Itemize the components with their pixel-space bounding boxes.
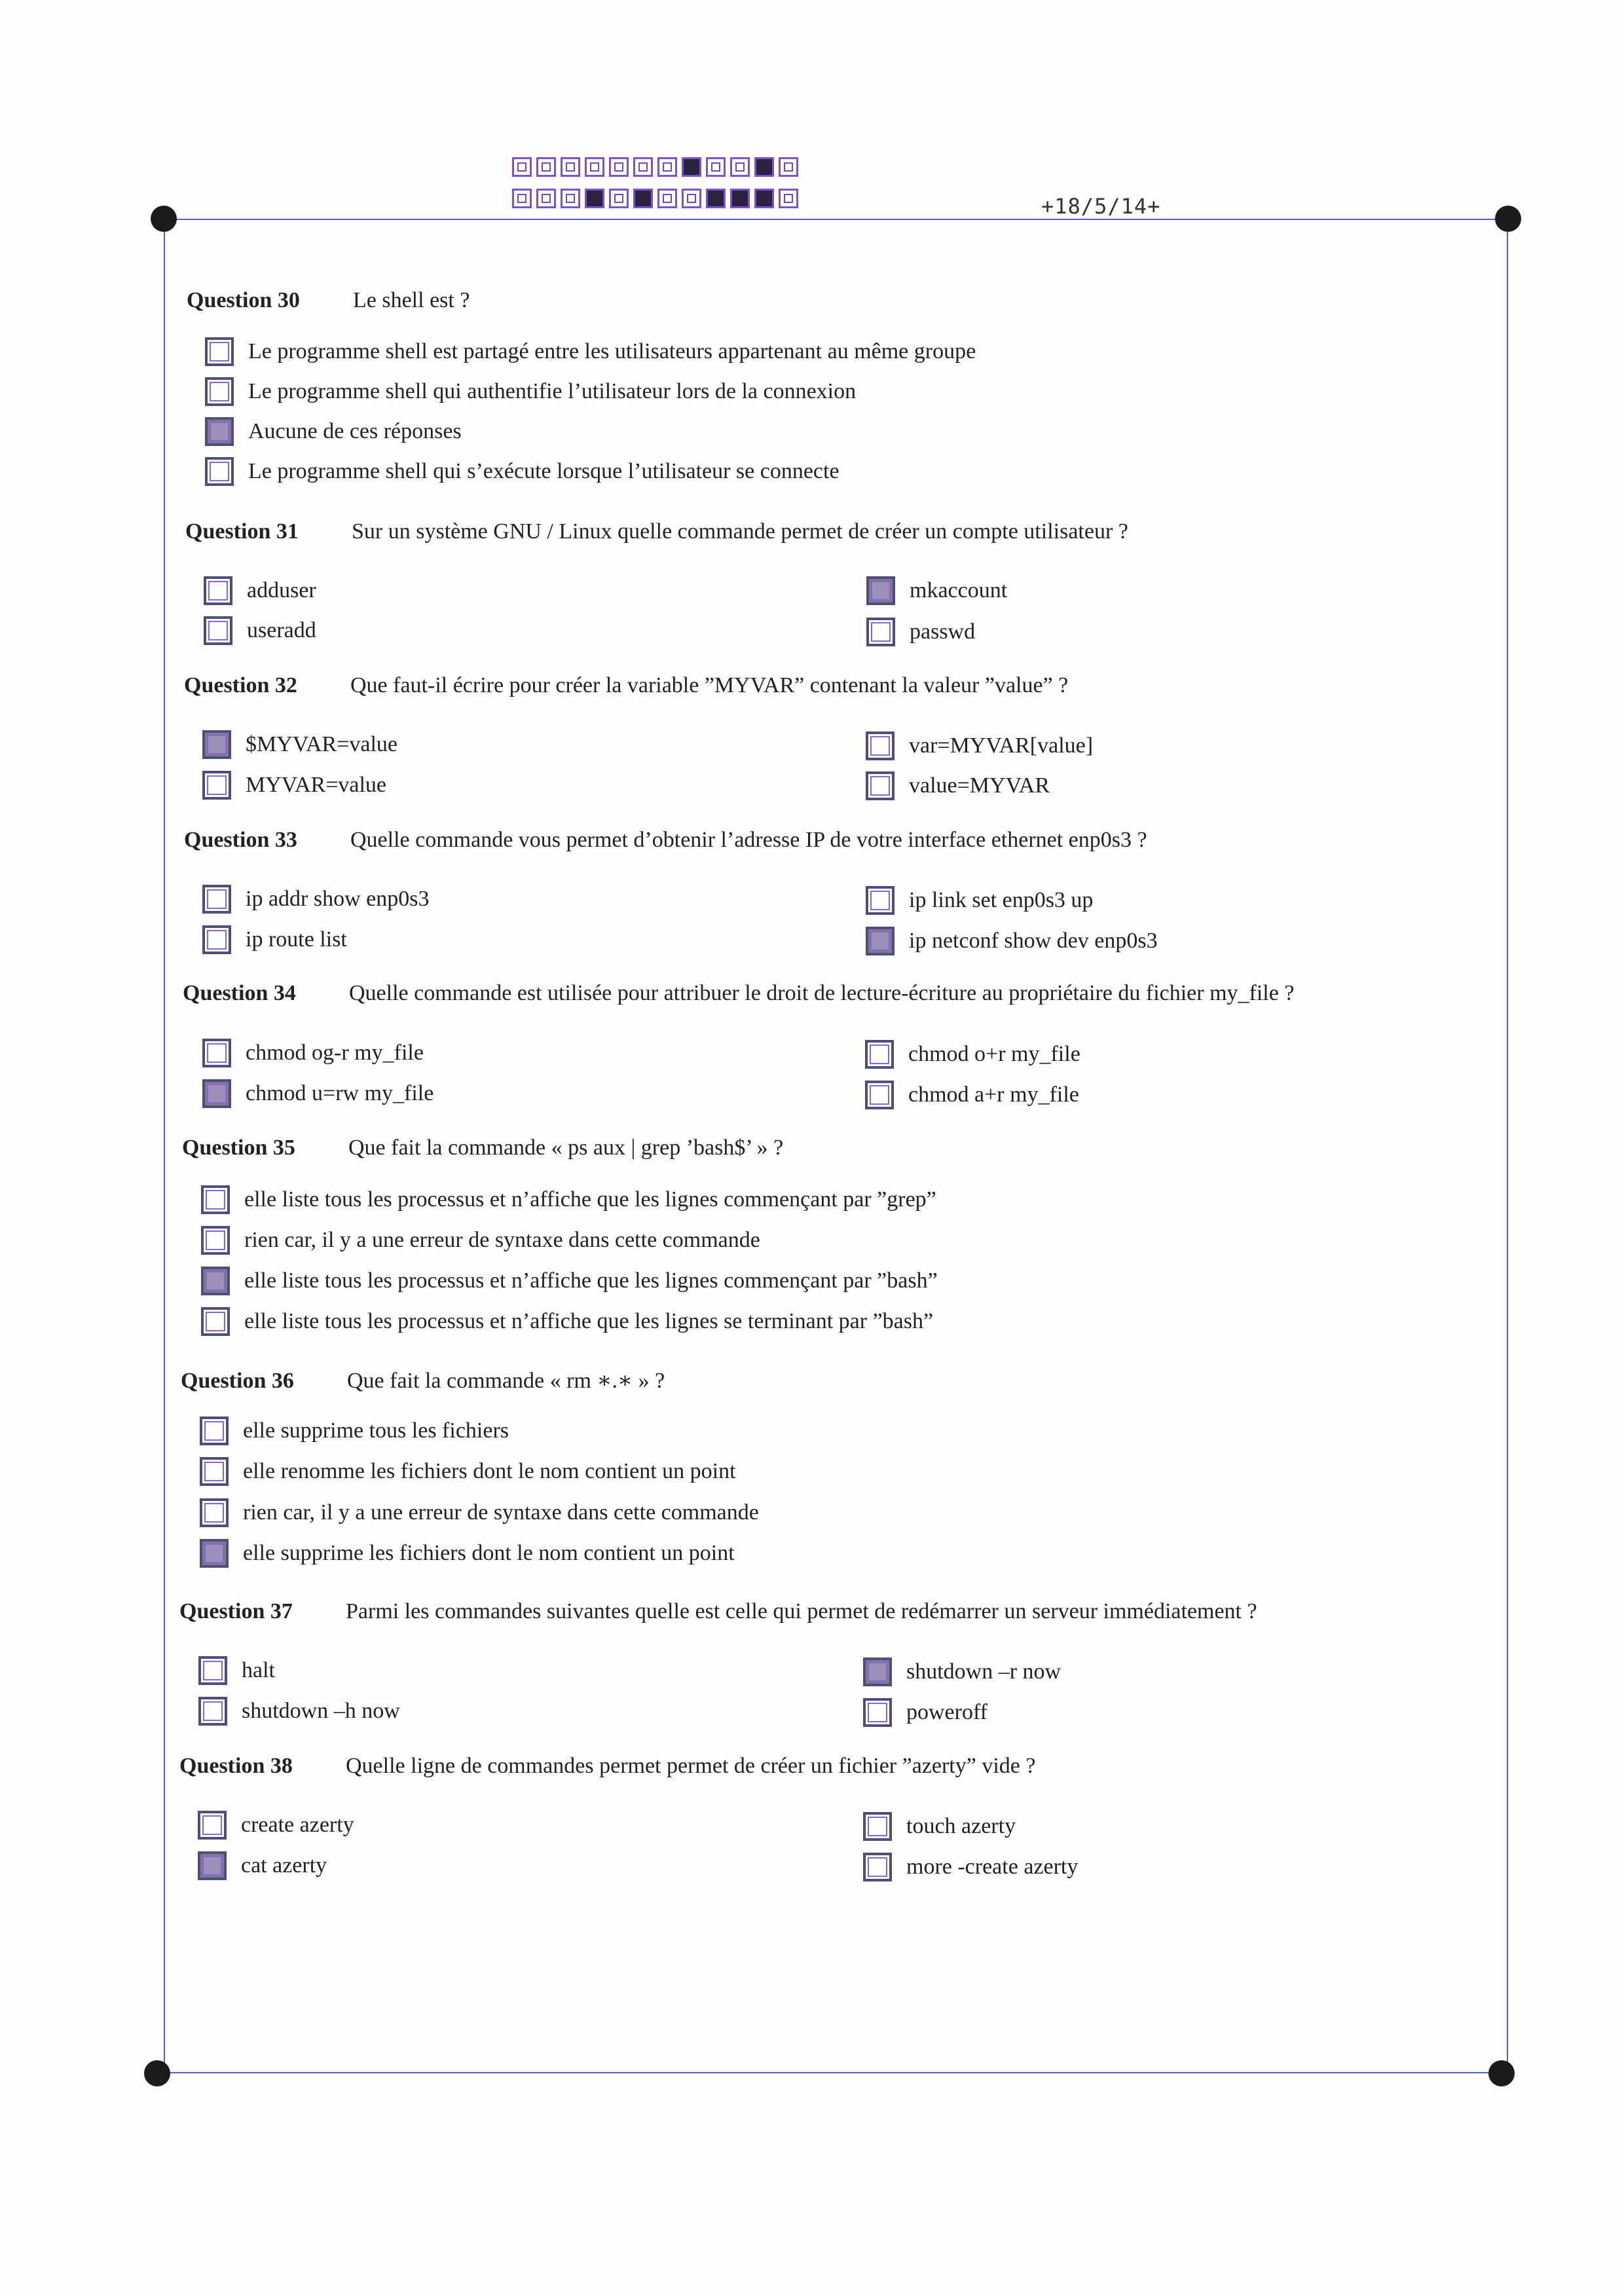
id-grid-cell [706, 157, 726, 177]
checkbox[interactable] [200, 1539, 229, 1568]
checkbox[interactable] [200, 1498, 229, 1527]
id-grid-cell [561, 157, 580, 177]
checkbox[interactable] [200, 1457, 229, 1486]
question-30-header [187, 288, 470, 313]
question-number: Question 33 [184, 828, 297, 852]
id-grid-cell [585, 189, 604, 208]
option-label: mkaccount [910, 578, 1008, 602]
q35-option-2[interactable] [201, 1226, 760, 1255]
question-number: Question 38 [179, 1754, 293, 1778]
option-label: shutdown –r now [906, 1659, 1061, 1684]
student-id-grid-row-2 [512, 189, 803, 212]
id-grid-cell [657, 157, 677, 177]
option-label: elle liste tous les processus et n’affiche que les lignes commençant par ”bash” [244, 1268, 938, 1293]
q33-option-1[interactable] [202, 885, 429, 914]
question-number: Question 32 [184, 673, 297, 697]
q31-option-1[interactable] [204, 576, 316, 605]
question-35-header [182, 1136, 783, 1160]
checkbox[interactable] [201, 1267, 230, 1295]
option-label: cat azerty [241, 1853, 327, 1878]
option-label: adduser [247, 578, 316, 602]
q30-option-2[interactable] [205, 377, 856, 406]
q34-option-2[interactable] [202, 1079, 434, 1108]
option-label: $MYVAR=value [246, 732, 397, 756]
question-text: Le shell est ? [353, 288, 470, 312]
option-label: chmod u=rw my_file [246, 1081, 434, 1105]
option-label: chmod a+r my_file [908, 1083, 1079, 1107]
option-label: elle liste tous les processus et n’affiche que les lignes se terminant par ”bash” [244, 1309, 934, 1333]
id-grid-cell [536, 157, 556, 177]
option-label: value=MYVAR [909, 773, 1050, 798]
option-label: touch azerty [906, 1814, 1016, 1838]
q34-option-1[interactable] [202, 1039, 424, 1067]
option-label: elle supprime les fichiers dont le nom contient un point [243, 1541, 735, 1565]
checkbox[interactable] [201, 1185, 230, 1214]
q37-option-4[interactable] [863, 1698, 987, 1727]
question-37-header [179, 1599, 1257, 1624]
id-grid-cell [657, 189, 677, 208]
option-label: rien car, il y a une erreur de syntaxe dans cette commande [244, 1228, 760, 1252]
checkbox[interactable] [198, 1851, 227, 1880]
checkbox[interactable] [202, 1079, 231, 1108]
checkbox[interactable] [866, 771, 895, 800]
id-grid-cell [730, 157, 750, 177]
option-label: more -create azerty [906, 1855, 1079, 1879]
option-label: Aucune de ces réponses [248, 419, 462, 443]
q33-option-4[interactable] [866, 927, 1158, 955]
id-grid-cell [633, 189, 653, 208]
checkbox[interactable] [865, 1081, 894, 1109]
id-grid-cell [561, 189, 580, 208]
q36-option-4[interactable] [200, 1539, 735, 1568]
id-grid-cell [609, 189, 629, 208]
checkbox[interactable] [204, 616, 232, 645]
q31-option-2[interactable] [204, 616, 316, 645]
question-number: Question 34 [183, 981, 296, 1005]
question-number: Question 35 [182, 1136, 295, 1160]
option-label: ip netconf show dev enp0s3 [909, 929, 1158, 953]
q36-option-3[interactable] [200, 1498, 759, 1527]
checkbox[interactable] [866, 886, 895, 915]
id-grid-cell [536, 189, 556, 208]
question-text: Que fait la commande « rm ∗.∗ » ? [347, 1369, 665, 1393]
q35-option-3[interactable] [201, 1267, 938, 1295]
id-grid-cell [512, 189, 532, 208]
question-36-header [181, 1367, 665, 1394]
checkbox[interactable] [202, 1039, 231, 1067]
q35-option-4[interactable] [201, 1307, 933, 1336]
id-grid-cell [682, 157, 701, 177]
option-label: poweroff [906, 1700, 987, 1724]
option-label: elle liste tous les processus et n’affiche que les lignes commençant par ”grep” [244, 1187, 936, 1212]
question-number: Question 30 [187, 288, 300, 312]
corner-marker-top-left [151, 206, 177, 232]
option-label: ip route list [246, 927, 347, 952]
question-text: Parmi les commandes suivantes quelle est celle qui permet de redémarrer un serveur immédiatement ? [346, 1599, 1257, 1623]
option-label: chmod o+r my_file [908, 1042, 1080, 1066]
checkbox[interactable] [200, 1416, 229, 1445]
id-grid-cell [585, 157, 604, 177]
q38-option-4[interactable] [863, 1853, 1078, 1881]
option-label: Le programme shell est partagé entre les utilisateurs appartenant au même groupe [248, 339, 976, 363]
q36-option-1[interactable] [200, 1416, 509, 1445]
option-label: Le programme shell qui s’exécute lorsque l’utilisateur se connecte [248, 459, 840, 483]
option-label: elle renomme les fichiers dont le nom contient un point [243, 1459, 736, 1483]
id-grid-cell [754, 189, 774, 208]
option-label: ip addr show enp0s3 [246, 887, 430, 911]
checkbox[interactable] [198, 1656, 227, 1685]
corner-marker-bottom-left [144, 2060, 170, 2086]
q31-option-4[interactable] [866, 618, 975, 646]
checkbox[interactable] [863, 1698, 892, 1727]
q37-option-1[interactable] [198, 1656, 275, 1685]
question-31-header [185, 519, 1128, 544]
option-label: elle supprime tous les fichiers [243, 1418, 509, 1443]
option-label: useradd [247, 618, 316, 642]
checkbox[interactable] [202, 730, 231, 759]
question-number: Question 36 [181, 1369, 294, 1393]
q37-option-2[interactable] [198, 1697, 400, 1726]
checkbox[interactable] [866, 618, 895, 646]
q30-option-1[interactable] [205, 337, 976, 366]
option-label: ip link set enp0s3 up [909, 888, 1094, 912]
question-text: Que faut-il écrire pour créer la variable ”MYVAR” contenant la valeur ”value” ? [350, 673, 1069, 697]
question-38-header [179, 1754, 1035, 1779]
id-grid-cell [512, 157, 532, 177]
id-grid-cell [754, 157, 774, 177]
checkbox[interactable] [863, 1812, 892, 1841]
checkbox[interactable] [863, 1853, 892, 1881]
checkbox[interactable] [201, 1307, 230, 1336]
q38-option-2[interactable] [198, 1851, 327, 1880]
checkbox[interactable] [198, 1697, 227, 1726]
checkbox[interactable] [866, 576, 895, 605]
q34-option-4[interactable] [865, 1081, 1079, 1109]
option-label: create azerty [241, 1813, 354, 1837]
option-label: passwd [910, 620, 976, 644]
q32-option-2[interactable] [202, 771, 386, 800]
checkbox[interactable] [205, 457, 234, 486]
question-32-header [184, 673, 1068, 698]
option-label: var=MYVAR[value] [909, 733, 1094, 758]
q32-option-3[interactable] [866, 731, 1093, 760]
q33-option-2[interactable] [202, 925, 347, 954]
checkbox[interactable] [863, 1657, 892, 1686]
q32-option-4[interactable] [866, 771, 1050, 800]
checkbox[interactable] [866, 927, 895, 955]
checkbox[interactable] [202, 885, 231, 914]
option-label: chmod og-r my_file [246, 1041, 424, 1065]
q35-option-1[interactable] [201, 1185, 936, 1214]
id-grid-cell [633, 157, 653, 177]
checkbox[interactable] [202, 771, 231, 800]
option-label: MYVAR=value [246, 773, 386, 797]
question-text: Que fait la commande « ps aux | grep ’bash$’ » ? [348, 1136, 784, 1160]
q34-option-3[interactable] [865, 1040, 1080, 1069]
id-grid-cell [706, 189, 726, 208]
corner-marker-bottom-right [1488, 2060, 1515, 2086]
q31-option-3[interactable] [866, 576, 1007, 605]
q38-option-3[interactable] [863, 1812, 1016, 1841]
question-34-header [183, 981, 1294, 1006]
page-code: +18/5/14+ [1041, 194, 1161, 219]
id-grid-cell [730, 189, 750, 208]
option-label: Le programme shell qui authentifie l’utilisateur lors de la connexion [248, 379, 857, 403]
q30-option-3[interactable] [205, 417, 462, 446]
id-grid-cell [609, 157, 629, 177]
checkbox[interactable] [205, 417, 234, 446]
checkbox[interactable] [198, 1811, 227, 1840]
question-text: Quelle commande vous permet d’obtenir l’adresse IP de votre interface ethernet enp0s3 ? [350, 828, 1147, 852]
checkbox[interactable] [205, 337, 234, 366]
checkbox[interactable] [205, 377, 234, 406]
q33-option-3[interactable] [866, 886, 1093, 915]
option-label: shutdown –h now [242, 1699, 400, 1723]
checkbox[interactable] [202, 925, 231, 954]
q32-option-1[interactable] [202, 730, 397, 759]
question-text: Quelle commande est utilisée pour attribuer le droit de lecture-écriture au propriétaire du fichier my_file ? [349, 981, 1295, 1005]
checkbox[interactable] [204, 576, 232, 605]
checkbox[interactable] [865, 1040, 894, 1069]
q38-option-1[interactable] [198, 1811, 354, 1840]
q36-option-2[interactable] [200, 1457, 736, 1486]
question-number: Question 37 [179, 1599, 293, 1623]
id-grid-cell [779, 157, 798, 177]
question-number: Question 31 [185, 519, 299, 544]
corner-marker-top-right [1495, 206, 1521, 232]
question-33-header [184, 828, 1147, 853]
question-text: Quelle ligne de commandes permet permet de créer un fichier ”azerty” vide ? [346, 1754, 1036, 1778]
id-grid-cell [779, 189, 798, 208]
checkbox[interactable] [866, 731, 895, 760]
q30-option-4[interactable] [205, 457, 840, 486]
id-grid-cell [682, 189, 701, 208]
q37-option-3[interactable] [863, 1657, 1061, 1686]
option-label: halt [242, 1658, 275, 1682]
student-id-grid-row-1 [512, 157, 803, 181]
question-text: Sur un système GNU / Linux quelle commande permet de créer un compte utilisateur ? [352, 519, 1128, 544]
option-label: rien car, il y a une erreur de syntaxe dans cette commande [243, 1500, 759, 1525]
checkbox[interactable] [201, 1226, 230, 1255]
